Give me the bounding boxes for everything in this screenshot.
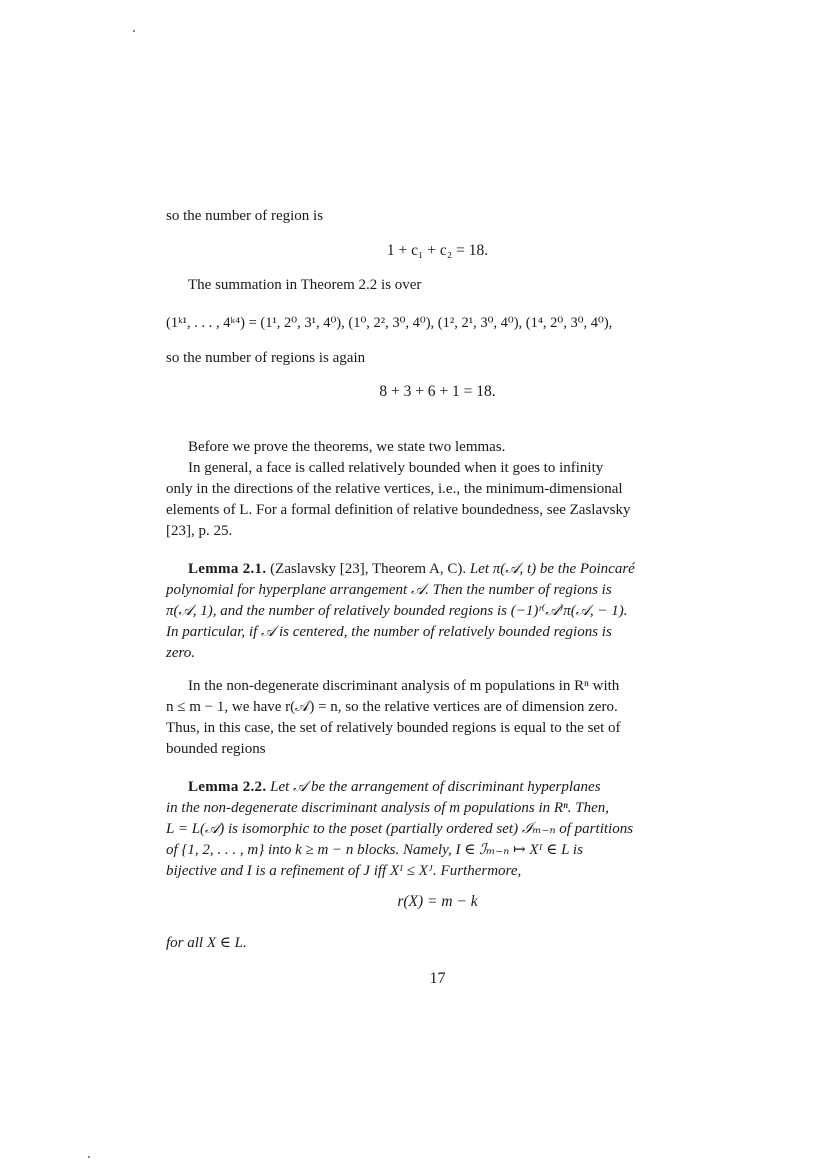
equation-sum-eighteen: 8 + 3 + 6 + 1 = 18. bbox=[379, 383, 496, 400]
non-degenerate-paragraph: In the non-degenerate discriminant analysis of m populations in Rⁿ with n ≤ m − 1, we have r(𝒜) = n, so the relative vertices are of dimension zero. Thus, in this case, the set of relatively bounded regions is equal to the set of bounded regions bbox=[166, 678, 621, 757]
page-number: 17 bbox=[429, 970, 446, 987]
summation-line: The summation in Theorem 2.2 is over bbox=[188, 277, 422, 293]
equation-region-count: 1 + c₁ + c₂ = 18. bbox=[386, 242, 489, 259]
lemma-2-2-label: Lemma 2.2. bbox=[188, 779, 267, 795]
scan-speck bbox=[133, 30, 135, 32]
lemma-2-1: Lemma 2.1. (Zaslavsky [23], Theorem A, C). Let π(𝒜, t) be the Poincaré polynomial for hyperplane arrangement 𝒜. Then the number of regions is π(𝒜, 1), and the number of relatively bounded regions is (−1)ʳ⁽𝒜⁾π(𝒜, − 1). In particular, if 𝒜 is centered, the number of relatively bounded regions is zero. bbox=[166, 561, 635, 661]
scan-speck bbox=[88, 1156, 90, 1158]
before-prove-line: Before we prove the theorems, we state two lemmas. bbox=[188, 439, 506, 455]
forall-line: for all X ∈ L. bbox=[166, 935, 247, 951]
lemma-2-1-label: Lemma 2.1. bbox=[188, 561, 267, 577]
lemma-2-2: Lemma 2.2. Let 𝒜 be the arrangement of discriminant hyperplanes in the non-degenerate discriminant analysis of m populations in Rⁿ. Then, L = L(𝒜) is isomorphic to the poset (partially ordered set) ℐₘ₋ₙ of partitions of {1, 2, . . . , m} into k ≥ m − n blocks. Namely, I ∈ ℐₘ₋ₙ ↦ Xᴵ ∈ L is bijective and I is a refinement of J iff Xᴵ ≤ Xᴶ. Furthermore, bbox=[166, 779, 634, 879]
intro-line: so the number of region is bbox=[166, 208, 324, 224]
lemma-2-1-citation: (Zaslavsky [23], Theorem A, C). bbox=[270, 561, 467, 577]
equation-summation-terms: (1ᵏ¹, . . . , 4ᵏ⁴) = (1¹, 2⁰, 3¹, 4⁰), (1⁰, 2², 3⁰, 4⁰), (1², 2¹, 3⁰, 4⁰), (1⁴, 2⁰, 3⁰, 4⁰), bbox=[166, 315, 613, 331]
relative-boundedness-paragraph: In general, a face is called relatively bounded when it goes to infinity only in the directions of the relative vertices, i.e., the minimum-dimensional elements of L. For a formal definition of relative boundedness, see Zaslavsky [23], p. 25. bbox=[166, 460, 631, 539]
equation-rank: r(X) = m − k bbox=[397, 893, 478, 910]
regions-again-line: so the number of regions is again bbox=[166, 350, 366, 366]
